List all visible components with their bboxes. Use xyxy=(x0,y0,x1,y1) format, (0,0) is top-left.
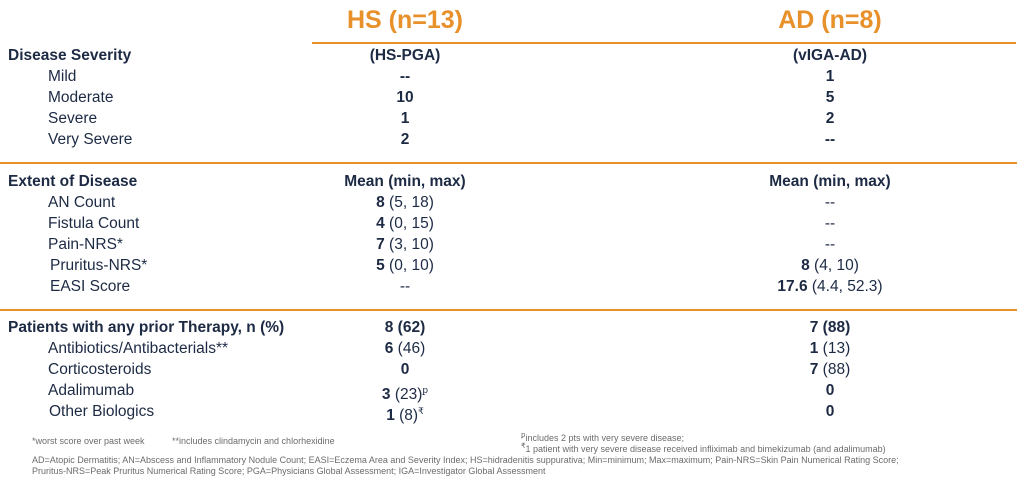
ad-percent: (13) xyxy=(818,340,851,357)
ad-range: -- xyxy=(824,215,836,232)
ad-value xyxy=(730,380,930,401)
hs-value: -- xyxy=(399,68,411,85)
hs-mean: 7 xyxy=(376,236,385,253)
row-label: Very Severe xyxy=(48,131,133,148)
ad-value: 5 xyxy=(825,89,835,106)
footnote-marker: ꝑ xyxy=(422,385,429,395)
footnote-abbreviations-1: AD=Atopic Dermatitis; AN=Abscess and Inflammatory Nodule Count; EASI=Eczema Area and Severity Index; HS=hidradenitis suppurativa; Min=minimum; Max=maximum; Pain-NRS=Skin Pain Numerical Rating Score; xyxy=(32,455,899,465)
hs-range: (5, 18) xyxy=(384,194,434,211)
hs-value: 10 xyxy=(396,89,414,106)
row-label: Fistula Count xyxy=(48,215,140,232)
section-divider xyxy=(0,162,1017,164)
hs-severity-scale: (HS-PGA) xyxy=(369,47,441,64)
row-label: EASI Score xyxy=(50,278,131,295)
ad-range: (4, 10) xyxy=(809,257,859,274)
hs-range: (0, 15) xyxy=(384,215,434,232)
footnote-patient-text: 1 patient with very severe disease received infliximab and bimekizumab (and adalimumab) xyxy=(525,444,886,454)
ad-value xyxy=(730,359,930,380)
table-row xyxy=(0,108,1017,129)
footnote-abbreviations-2: Pruritus-NRS=Peak Pruritus Numerical Rating Score; PGA=Physicians Global Assessment; IGA=Investigator Global Assessment xyxy=(32,466,546,476)
row-label: Pain-NRS* xyxy=(48,236,123,253)
row-label: Other Biologics xyxy=(49,403,155,420)
row-label: Corticosteroids xyxy=(48,361,152,378)
hs-count: 3 xyxy=(381,386,391,404)
footnote-marker: ₹ xyxy=(418,406,424,416)
hs-mean: 4 xyxy=(376,215,385,232)
section-divider xyxy=(0,309,1017,311)
hs-value xyxy=(310,234,500,255)
hs-value xyxy=(310,213,500,234)
hs-value xyxy=(310,255,500,276)
table-row xyxy=(0,234,1017,255)
hs-range: (3, 10) xyxy=(384,236,434,253)
ad-extent-header: Mean (min, max) xyxy=(769,173,891,190)
ad-percent: (88) xyxy=(818,361,851,378)
ad-value: 1 xyxy=(825,68,835,85)
row-label: Severe xyxy=(48,110,98,127)
hs-value xyxy=(310,338,500,359)
footnote-worst-score: *worst score over past week xyxy=(32,436,145,446)
hs-range: -- xyxy=(399,278,411,295)
footnote-pts-text: includes 2 pts with very severe disease; xyxy=(525,433,685,443)
ad-value xyxy=(730,401,930,422)
row-label: Moderate xyxy=(48,89,114,106)
header-underline xyxy=(312,42,1016,44)
table-row xyxy=(0,338,1017,359)
row-label: Adalimumab xyxy=(48,382,135,399)
hs-count: 6 xyxy=(384,340,394,357)
hs-value: 2 xyxy=(400,131,410,148)
hs-mean: 5 xyxy=(376,257,385,274)
hs-value xyxy=(310,192,500,213)
hs-value xyxy=(310,401,500,426)
table-row xyxy=(0,401,1017,425)
severity-title: Disease Severity xyxy=(8,47,132,64)
hs-value xyxy=(310,359,500,380)
hs-value xyxy=(310,276,500,297)
footnote-includes: **includes clindamycin and chlorhexidine xyxy=(172,436,335,446)
ad-count: 1 xyxy=(809,340,819,357)
table-row xyxy=(0,380,1017,404)
hs-total: 8 (62) xyxy=(384,319,426,336)
row-label: Pruritus-NRS* xyxy=(50,257,148,274)
hs-percent: (8) xyxy=(394,407,419,425)
ad-total: 7 (88) xyxy=(809,319,851,336)
ad-severity-scale: (vIGA-AD) xyxy=(792,47,868,64)
ad-value: -- xyxy=(824,131,836,148)
ad-value xyxy=(730,276,930,297)
hs-percent: (46) xyxy=(393,340,426,357)
table-row xyxy=(0,213,1017,234)
row-label: Antibiotics/Antibacterials** xyxy=(48,340,229,357)
hs-value: 1 xyxy=(400,110,410,127)
footnote-marker: ꝑ xyxy=(521,432,526,439)
ad-count: 7 xyxy=(809,361,819,378)
therapy-title: Patients with any prior Therapy, n (%) xyxy=(8,319,285,336)
hs-count: 1 xyxy=(386,407,395,425)
ad-count: 0 xyxy=(825,403,835,420)
ad-value xyxy=(730,255,930,276)
ad-count: 0 xyxy=(825,382,835,399)
table-row xyxy=(0,129,1017,150)
column-header-hs: HS (n=13) xyxy=(346,6,463,34)
table-row xyxy=(0,255,1017,276)
ad-value xyxy=(730,234,930,255)
extent-title: Extent of Disease xyxy=(8,173,138,190)
table-row xyxy=(0,359,1017,380)
ad-value xyxy=(730,192,930,213)
severity-title-row xyxy=(0,45,1017,66)
ad-mean: 8 xyxy=(801,257,810,274)
footnote-marker: ₹ xyxy=(521,443,526,450)
table-row xyxy=(0,87,1017,108)
ad-range: -- xyxy=(824,194,836,211)
row-label: Mild xyxy=(48,68,77,85)
ad-mean: 17.6 xyxy=(777,278,808,295)
ad-value: 2 xyxy=(825,110,835,127)
footnote-patient xyxy=(521,441,886,455)
hs-mean: 8 xyxy=(376,194,385,211)
ad-range: -- xyxy=(824,236,836,253)
therapy-title-row xyxy=(0,317,1017,338)
table-row xyxy=(0,66,1017,87)
hs-range: (0, 10) xyxy=(384,257,434,274)
hs-extent-header: Mean (min, max) xyxy=(344,173,466,190)
ad-range: (4.4, 52.3) xyxy=(807,278,883,295)
table-row xyxy=(0,192,1017,213)
column-header-ad: AD (n=8) xyxy=(778,6,882,34)
ad-value xyxy=(730,213,930,234)
table-row xyxy=(0,276,1017,297)
extent-title-row xyxy=(0,171,1017,192)
row-label: AN Count xyxy=(48,194,116,211)
ad-value xyxy=(730,338,930,359)
hs-count: 0 xyxy=(400,361,410,378)
hs-percent: (23) xyxy=(390,386,423,404)
